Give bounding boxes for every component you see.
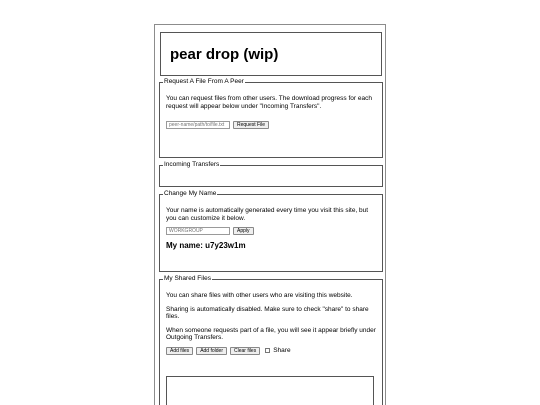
shared-para-2: Sharing is automatically disabled. Make sure to check "share" to share files. (166, 305, 369, 320)
my-name-display: My name: u7y23w1m (166, 241, 246, 250)
shared-controls-row (166, 347, 376, 355)
apply-name-button[interactable]: Apply (233, 227, 254, 235)
name-input[interactable] (166, 227, 230, 235)
header-box (160, 32, 382, 76)
request-section-legend: Request A File From A Peer (164, 78, 244, 85)
share-checkbox[interactable] (265, 348, 270, 353)
name-section-legend: Change My Name (164, 190, 217, 197)
share-label: Share (273, 347, 291, 354)
peer-file-path-input[interactable] (166, 121, 230, 129)
shared-para-1: You can share files with other users who are visiting this website. (166, 292, 353, 299)
change-name-section (159, 190, 383, 272)
request-file-section (159, 78, 383, 158)
add-folder-button[interactable]: Add folder (196, 347, 227, 355)
request-description: You can request files from other users. The download progress for each request will appear below under "Incoming Transfers". (166, 95, 372, 110)
page-title: pear drop (wip) (170, 46, 279, 63)
app-container (154, 24, 386, 405)
name-description: Your name is automatically generated every time you visit this site, but you can customize it below. (166, 207, 369, 222)
incoming-section-legend: Incoming Transfers (164, 161, 220, 168)
add-files-button[interactable]: Add files (166, 347, 193, 355)
shared-files-section (159, 275, 383, 405)
name-row (166, 227, 376, 235)
shared-para-3: When someone requests part of a file, you will see it appear briefly under Outgoing Transfers. (166, 326, 376, 341)
request-file-button[interactable]: Request File (233, 121, 269, 129)
request-row (166, 121, 376, 129)
shared-files-list[interactable] (166, 376, 374, 405)
incoming-transfers-section (159, 161, 383, 187)
clear-files-button[interactable]: Clear files (230, 347, 260, 355)
shared-section-legend: My Shared Files (164, 275, 211, 282)
